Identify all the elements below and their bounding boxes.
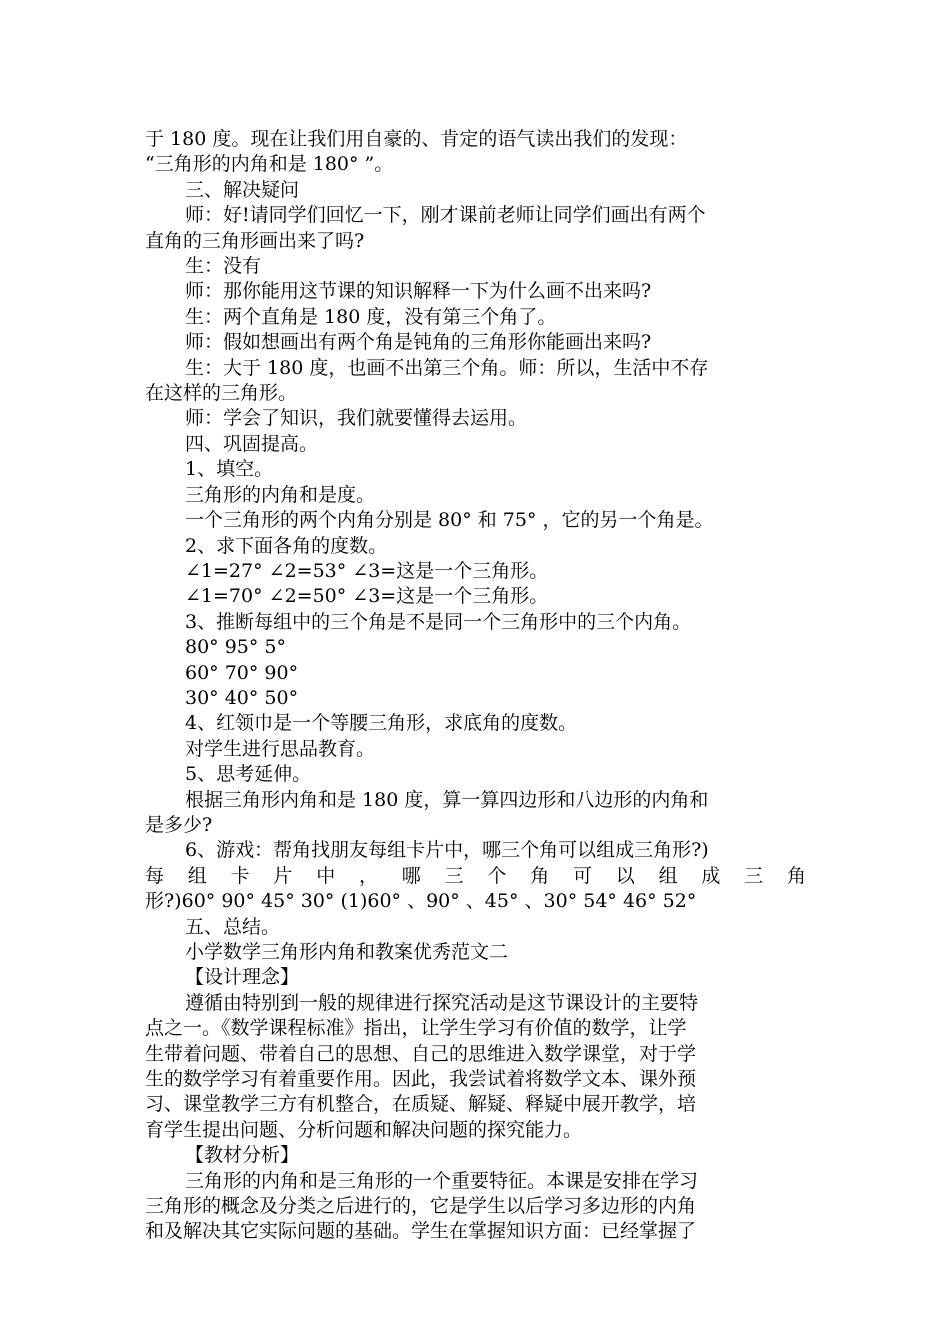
text-line: 2、求下面各角的度数。 bbox=[185, 534, 388, 557]
text-line: 师：假如想画出有两个角是钝角的三角形你能画出来吗? bbox=[185, 331, 652, 354]
text-line: 根据三角形内角和是 180 度，算一算四边形和八边形的内角和 bbox=[185, 788, 709, 811]
text-line: 三角形的内角和是三角形的一个重要特征。本课是安排在学习 bbox=[185, 1169, 699, 1192]
document-body bbox=[145, 127, 806, 1245]
text-line: 5、思考延伸。 bbox=[185, 763, 312, 786]
text-line: ∠1=27° ∠2=53° ∠3=这是一个三角形。 bbox=[185, 559, 549, 582]
text-line: 遵循由特别到一般的规律进行探究活动是这节课设计的主要特 bbox=[185, 991, 699, 1014]
text-line: 和及解决其它实际问题的基础。学生在掌握知识方面：已经掌握了 bbox=[145, 1220, 697, 1243]
section-heading: 五、总结。 bbox=[185, 915, 281, 938]
text-line: 是多少? bbox=[145, 813, 213, 836]
section-heading: 【教材分析】 bbox=[185, 1144, 300, 1167]
text-line: 一个三角形的两个内角分别是 80° 和 75° ，它的另一个角是。 bbox=[185, 509, 714, 532]
text-line: 于 180 度。现在让我们用自豪的、肯定的语气读出我们的发现： bbox=[145, 128, 688, 150]
text-line: 在这样的三角形。 bbox=[145, 382, 298, 405]
text-line: 师：学会了知识，我们就要懂得去运用。 bbox=[185, 407, 528, 430]
text-line: ∠1=70° ∠2=50° ∠3=这是一个三角形。 bbox=[185, 585, 549, 608]
text-line: 6、游戏：帮角找朋友每组卡片中，哪三个角可以组成三角形?) bbox=[185, 839, 709, 862]
text-line: 直角的三角形画出来了吗? bbox=[145, 229, 365, 252]
text-line: 60° 70° 90° bbox=[185, 661, 299, 684]
text-line: 形?)60° 90° 45° 30° (1)60° 、90° 、45° 、30° 54° 46° 52° bbox=[145, 890, 697, 913]
text-line: 30° 40° 50° bbox=[185, 686, 299, 709]
text-line: 生：大于 180 度，也画不出第三个角。师：所以，生活中不存 bbox=[185, 356, 709, 379]
text-line: 生：两个直角是 180 度，没有第三个角了。 bbox=[185, 305, 557, 328]
text-line: 对学生进行思品教育。 bbox=[185, 737, 376, 760]
text-line: 4、红领巾是一个等腰三角形，求底角的度数。 bbox=[185, 712, 578, 735]
text-line: 育学生提出问题、分析问题和解决问题的探究能力。 bbox=[145, 1118, 583, 1141]
subtitle-line: 小学数学三角形内角和教案优秀范文二 bbox=[185, 941, 509, 963]
text-line: 3、推断每组中的三个角是不是同一个三角形中的三个内角。 bbox=[185, 610, 692, 633]
text-line: 每 组 卡 片 中 ， 哪 三 个 角 可 以 组 成 三 角 bbox=[145, 864, 806, 887]
text-line: 80° 95° 5° bbox=[185, 636, 287, 659]
text-line: “三角形的内角和是 180° ”。 bbox=[145, 153, 394, 176]
text-line: 师：好!请同学们回忆一下，刚才课前老师让同学们画出有两个 bbox=[185, 204, 706, 227]
section-heading: 【设计理念】 bbox=[185, 966, 300, 989]
text-line: 生：没有 bbox=[185, 255, 262, 278]
text-line: 习、课堂教学三方有机整合，在质疑、解疑、释疑中展开教学，培 bbox=[145, 1093, 697, 1116]
text-line: 1、填空。 bbox=[185, 458, 274, 481]
text-line: 师：那你能用这节课的知识解释一下为什么画不出来吗? bbox=[185, 280, 652, 303]
text-line: 点之一。《数学课程标准》指出，让学生学习有价值的数学，让学 bbox=[145, 1017, 687, 1040]
text-line: 三角形的内角和是度。 bbox=[185, 483, 376, 506]
text-line: 三角形的概念及分类之后进行的，它是学生以后学习多边形的内角 bbox=[145, 1195, 697, 1218]
section-heading: 三、解决疑问 bbox=[185, 178, 300, 201]
text-line: 生带着问题、带着自己的思想、自己的思维进入数学课堂，对于学 bbox=[145, 1042, 697, 1065]
text-line: 生的数学学习有着重要作用。因此，我尝试着将数学文本、课外预 bbox=[145, 1068, 697, 1091]
section-heading: 四、巩固提高。 bbox=[185, 432, 319, 455]
